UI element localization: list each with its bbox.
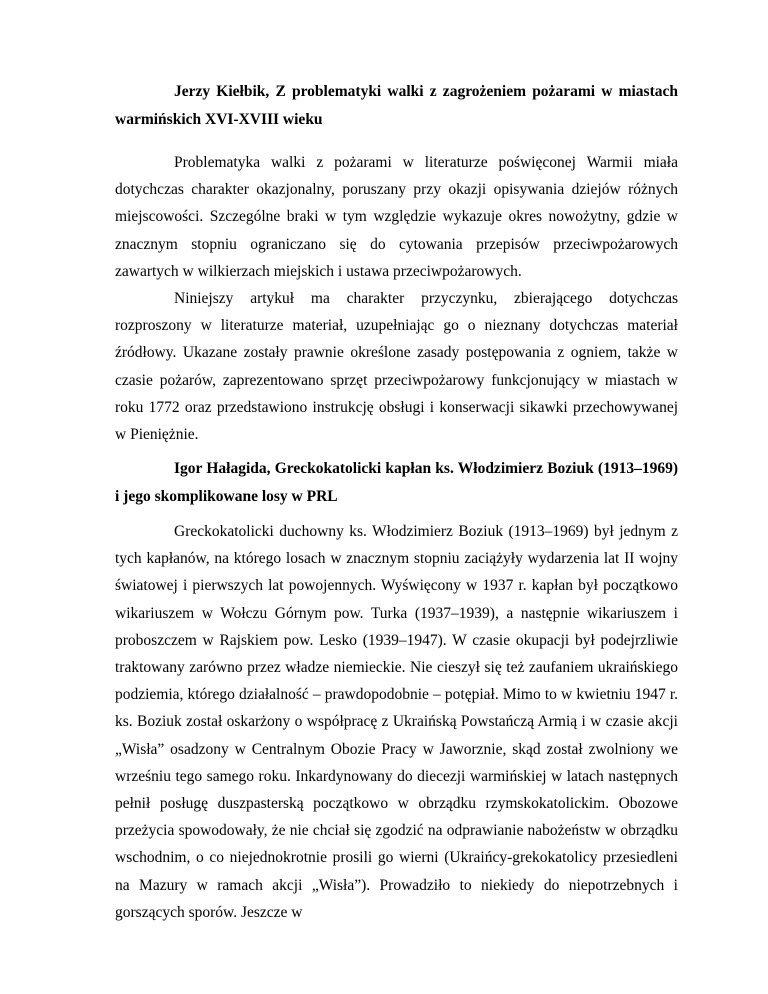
article-2-paragraph-1-block: [115, 518, 678, 926]
article-2-paragraph-1: Greckokatolicki duchowny ks. Włodzimierz Boziuk (1913–1969) był jednym z tych kapłanów, na którego losach w znacznym stopniu zaciążyły wydarzenia lat II wojny światowej i pierwszych lat powojennych. Wyświęcony w 1937 r. kapłan był początkowo wikariuszem w Wołczu Górnym pow. Turka (1937–1939), a następnie wikariuszem i proboszczem w Rajskiem pow. Lesko (1939–1947). W czasie okupacji był podejrzliwie traktowany zarówno przez władze niemieckie. Nie cieszył się też zaufaniem ukraińskiego podziemia, którego działalność – prawdopodobnie – potępiał. Mimo to w kwietniu 1947 r. ks. Boziuk został oskarżony o współpracę z Ukraińską Powstańczą Armią i w czasie akcji „Wisła” osadzony w Centralnym Obozie Pracy w Jaworznie, skąd został zwolniony we wrześniu tego samego roku. Inkardynowany do diecezji warmińskiej w latach następnych pełnił posługę duszpasterską początkowo w obrządku rzymskokatolickim. Obozowe przeżycia spowodowały, że nie chciał się zgodzić na odprawianie nabożeństw w obrządku wschodnim, o co niejednokrotnie prosili go wierni (Ukraińcy-grekokatolicy przesiedleni na Mazury w ramach akcji „Wisła”). Prowadziło to niekiedy do niepotrzebnych i gorszących sporów. Jeszcze w: [115, 523, 678, 921]
article-1-heading: Jerzy Kiełbik, Z problematyki walki z zagrożeniem pożarami w miastach warmińskich XVI-XVIII wieku: [115, 83, 678, 128]
article-1-paragraph-1: Problematyka walki z pożarami w literaturze poświęconej Warmii miała dotychczas charakter okazjonalny, poruszany przy okazji opisywania dziejów różnych miejscowości. Szczególne braki w tym względzie wykazuje okres nowożytny, gdzie w znacznym stopniu ograniczano się do cytowania przepisów przeciwpożarowych zawartych w wilkierzach miejskich i ustawa przeciwpożarowych.: [115, 154, 678, 280]
article-2-heading-block: [115, 455, 678, 511]
article-1-paragraph-2-block: [115, 285, 678, 448]
article-1-paragraph-1-block: [115, 149, 678, 285]
article-1-heading-block: [115, 78, 678, 134]
article-1-paragraph-2: Niniejszy artykuł ma charakter przyczynku, zbierającego dotychczas rozproszony w literaturze materiał, uzupełniając go o nieznany dotychczas materiał źródłowy. Ukazane zostały prawnie określone zasady postępowania z ogniem, także w czasie pożarów, zaprezentowano sprzęt przeciwpożarowy funkcjonujący w miastach w roku 1772 oraz przedstawiono instrukcję obsługi i konserwacji sikawki przechowywanej w Pieniężnie.: [115, 290, 678, 444]
article-2-heading: Igor Hałagida, Greckokatolicki kapłan ks. Włodzimierz Boziuk (1913–1969) i jego skomplikowane losy w PRL: [115, 460, 678, 505]
